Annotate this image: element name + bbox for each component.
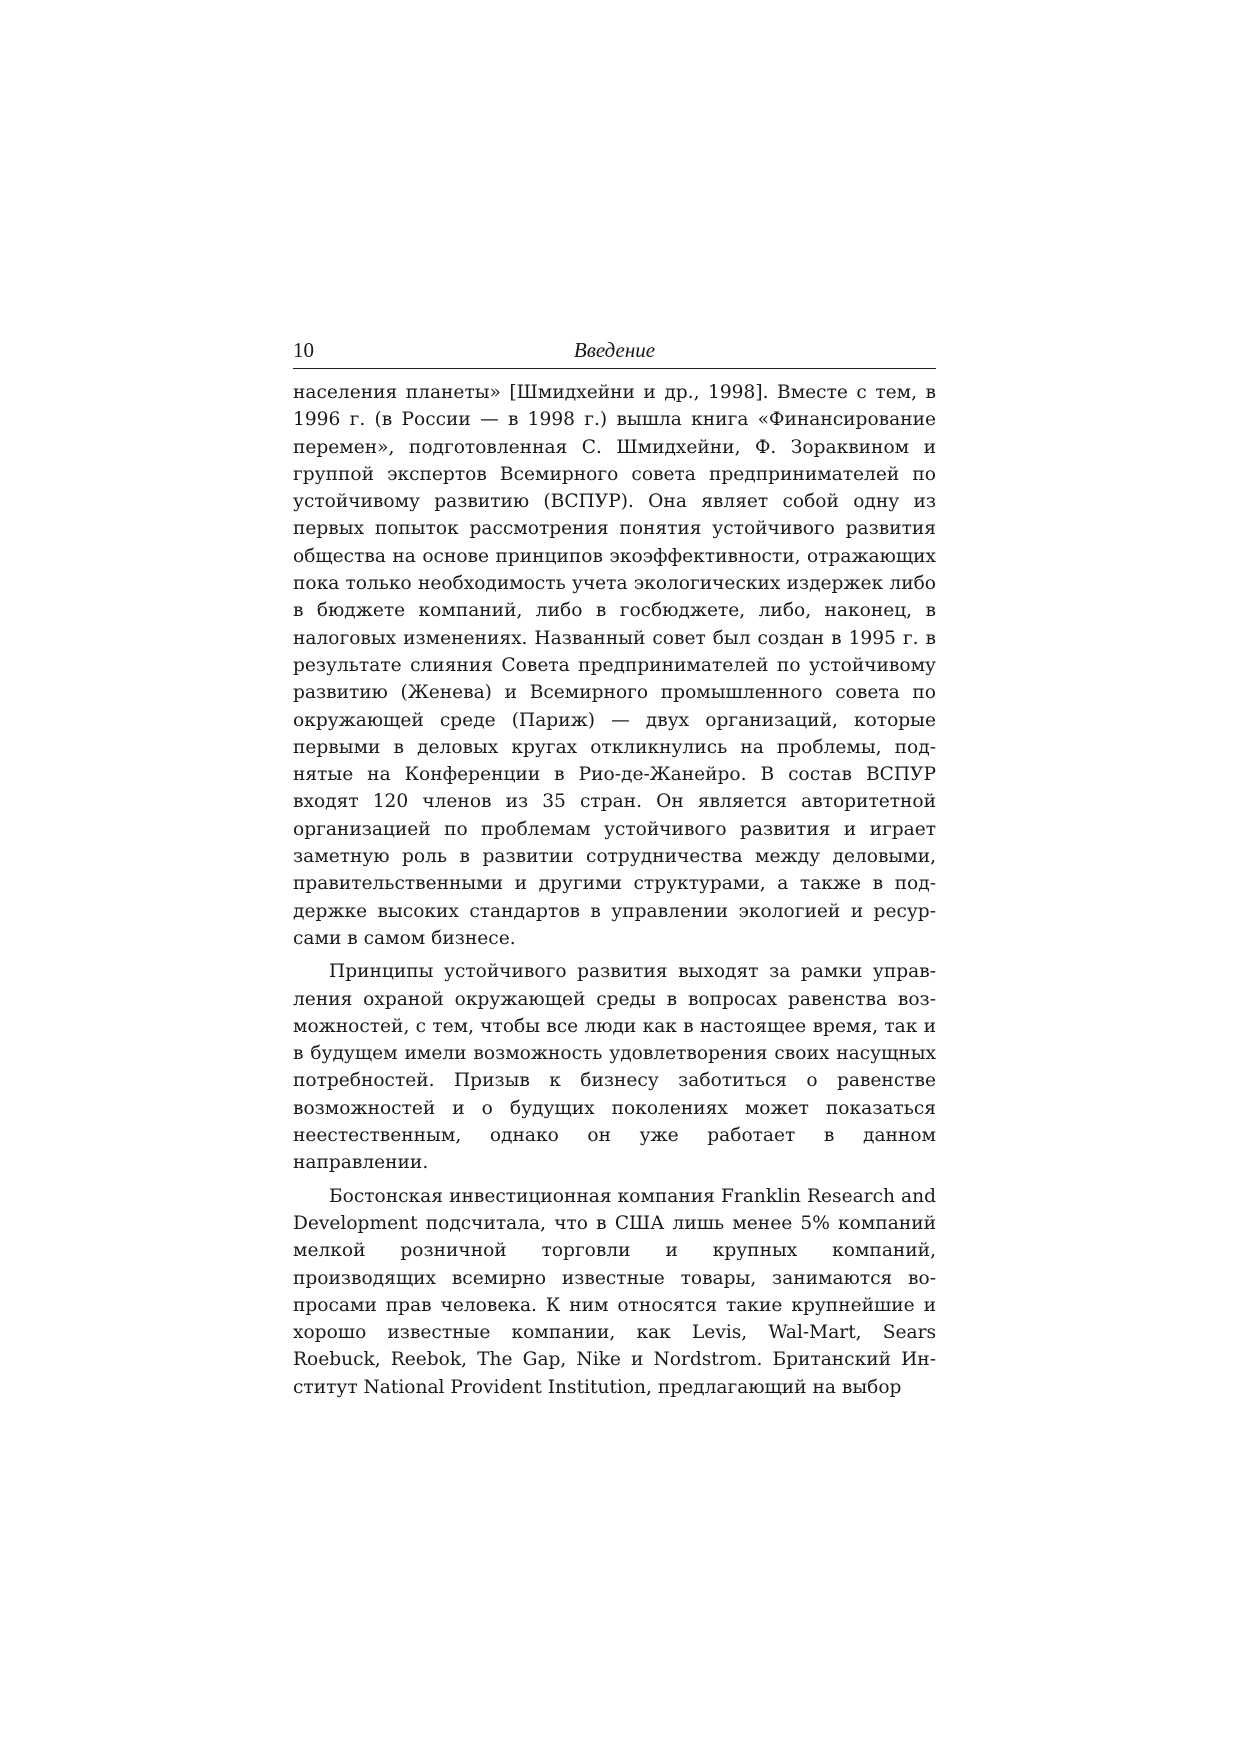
text-block [293, 336, 936, 1401]
paragraph-1: населения планеты» [Шмидхейни и др., 1998]. Вместе с тем, в 1996 г. (в России — в 1998 г.) вышла книга «Финансирование перемен», подготовленная С. Шмидхейни, Ф. Зораквином и группой экспертов Всемирного совета предпринимателей по устойчивому развитию (ВСПУР). Она являет собой одну из первых попыток рассмотрения понятия устойчивого развития общества на основе принципов экоэффективности, отражающих пока только необходимость учета экологических издержек либо в бюджете компаний, либо в госбюджете, либо, наконец, в налоговых изменениях. Названный совет был создан в 1995 г. в результате слияния Совета предпринимателей по устойчивому развитию (Женева) и Всемирного промышленного совета по окружающей среде (Париж) — двух организаций, которые первыми в деловых кругах откликнулись на проблемы, поднятые на Конференции в Рио-де-Жанейро. В состав ВСПУР входят 120 членов из 35 стран. Он является авторитетной организацией по проблемам устойчивого развития и играет заметную роль в развитии сотрудничества между деловыми, правительственными и другими структурами, а также в поддержке высоких стандартов в управлении экологией и ресурсами в самом бизнесе. [293, 382, 936, 949]
body-text [293, 379, 936, 1401]
running-title: Введение [573, 338, 656, 362]
paragraph-2: Принципы устойчивого развития выходят за рамки управления охраной окружающей среды в вопросах равенства возможностей, с тем, чтобы все люди как в настоящее время, так и в будущем имели возможность удовлетворения своих насущных потребностей. Призыв к бизнесу заботиться о равенстве возможностей и о будущих поколениях может показаться неестественным, однако он уже работает в данном направлении. [293, 961, 936, 1174]
running-head [293, 336, 936, 369]
paragraph-3: Бостонская инвестиционная компания Franklin Research and Development подсчитала, что в США лишь менее 5% компаний мелкой розничной торговли и крупных компаний, производящих всемирно известные товары, занимаются вопросами прав человека. К ним относятся такие крупнейшие и хорошо известные компании, как Levis, Wal-Mart, Sears Roebuck, Reebok, The Gap, Nike и Nordstrom. Британский Институт National Provident Institution, предлагающий на выбор [293, 1185, 936, 1398]
page-number: 10 [293, 338, 314, 362]
